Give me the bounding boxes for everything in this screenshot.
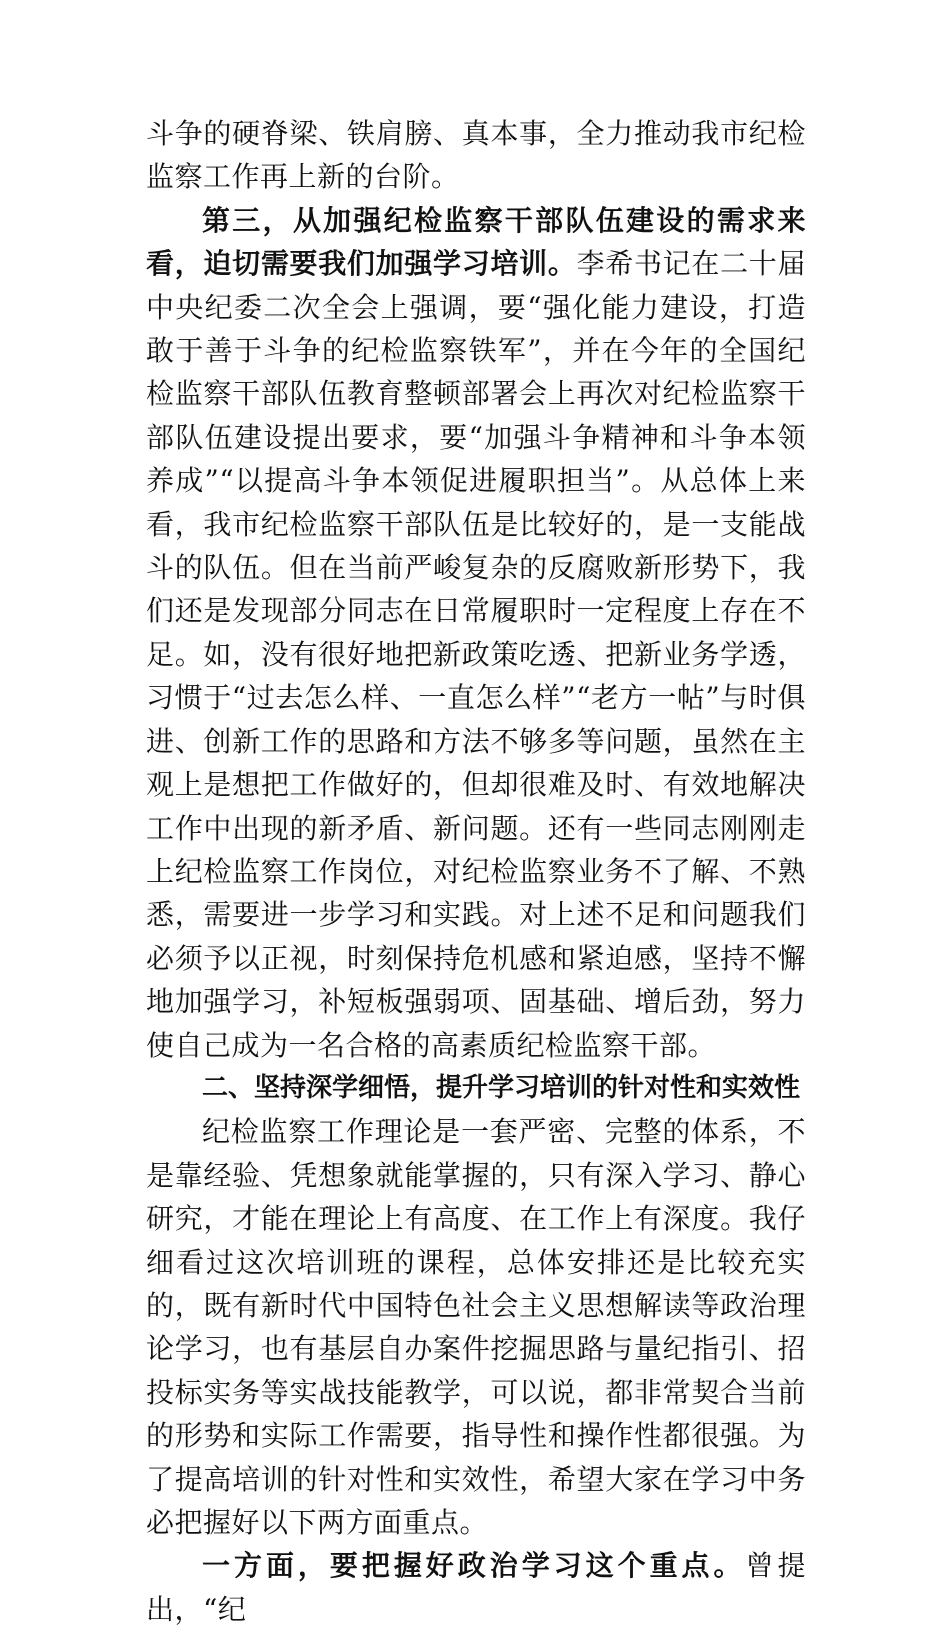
paragraph-text: 斗争的硬脊梁、铁肩膀、真本事，全力推动我市纪检监察工作再上新的台阶。	[146, 117, 806, 194]
document-body	[146, 112, 806, 1631]
paragraph-text: 李希书记在二十届中央纪委二次全会上强调，要“强化能力建设，打造敢于善于斗争的纪检监察铁军”，并在今年的全国纪检监察干部队伍教育整顿部署会上再次对纪检监察干部队伍建设提出要求，要“加强斗争精神和斗争本领养成”“以提高斗争本领促进履职担当”。从总体上来看，我市纪检监察干部队伍是比较好的，是一支能战斗的队伍。但在当前严峻复杂的反腐败新形势下，我们还是发现部分同志在日常履职时一定程度上存在不足。如，没有很好地把新政策吃透、把新业务学透，习惯于“过去怎么样、一直怎么样”“老方一帖”与时俱进、创新工作的思路和方法不够多等问题，虽然在主观上是想把工作做好的，但却很难及时、有效地解决工作中出现的新矛盾、新问题。还有一些同志刚刚走上纪检监察工作岗位，对纪检监察业务不了解、不熟悉，需要进一步学习和实践。对上述不足和问题我们必须予以正视，时刻保持危机感和紧迫感，坚持不懈地加强学习，补短板强弱项、固基础、增后劲，努力使自己成为一名合格的高素质纪检监察干部。	[146, 247, 806, 1062]
paragraph-training-overview	[146, 1110, 806, 1544]
paragraph-continuation	[146, 112, 806, 199]
paragraph-political-study	[146, 1544, 806, 1631]
section-heading: 二、坚持深学细悟，提升学习培训的针对性和实效性	[202, 1072, 801, 1103]
paragraph-lead-bold: 第三，从加强纪检监察干部队伍建设的需求来看，迫切需要我们加强学习培训。	[146, 203, 806, 281]
paragraph-third-point	[146, 199, 806, 1067]
paragraph-text: 曾提出，“纪	[146, 1549, 806, 1626]
paragraph-text: 纪检监察工作理论是一套严密、完整的体系，不是靠经验、凭想象就能掌握的，只有深入学习、静心研究，才能在理论上有高度、在工作上有深度。我仔细看过这次培训班的课程，总体安排还是比较充实的，既有新时代中国特色社会主义思想解读等政治理论学习，也有基层自办案件挖掘思路与量纪指引、招投标实务等实战技能教学，可以说，都非常契合当前的形势和实际工作需要，指导性和操作性都很强。为了提高培训的针对性和实效性，希望大家在学习中务必把握好以下两方面重点。	[146, 1115, 806, 1539]
paragraph-lead-bold: 一方面，要把握好政治学习这个重点。	[202, 1549, 746, 1583]
